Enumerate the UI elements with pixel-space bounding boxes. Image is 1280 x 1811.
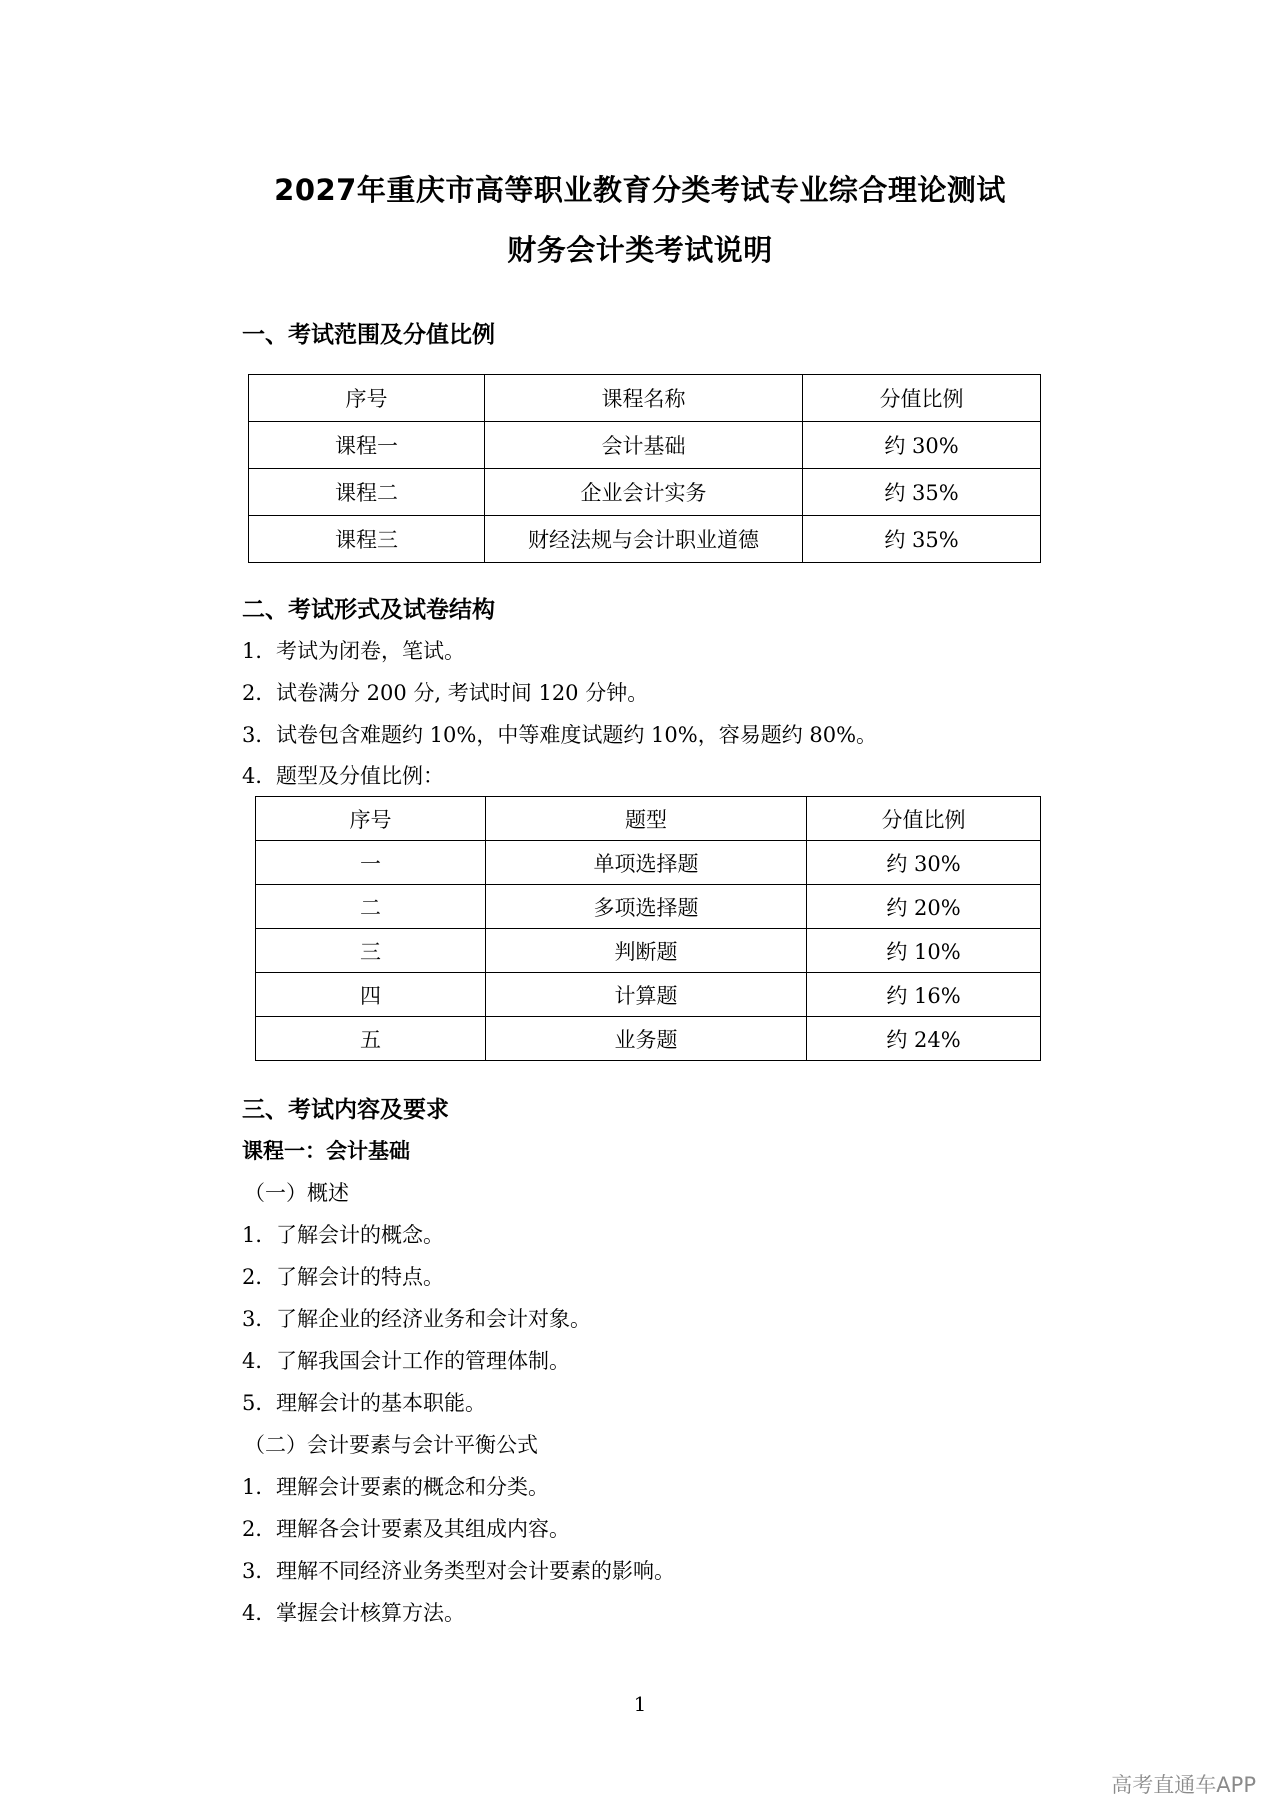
table-cell: 约 10%	[807, 929, 1041, 973]
table-row	[249, 516, 1041, 563]
watermark-text: 高考直通车APP	[1111, 1773, 1256, 1797]
table-cell: 五	[256, 1017, 486, 1061]
table-cell: 三	[256, 929, 486, 973]
list-item: 1．考试为闭卷，笔试。	[242, 639, 465, 663]
table-cell: 财经法规与会计职业道德	[485, 516, 803, 563]
table-cell: 业务题	[486, 1017, 807, 1061]
course-heading: 课程一：会计基础	[242, 1139, 410, 1163]
document-title: 2027年重庆市高等职业教育分类考试专业综合理论测试	[274, 173, 1006, 207]
table-row	[256, 841, 1041, 885]
table-cell: 约 20%	[807, 885, 1041, 929]
table-row	[249, 469, 1041, 516]
list-item: 3．理解不同经济业务类型对会计要素的影响。	[242, 1559, 675, 1583]
list-item: 1．理解会计要素的概念和分类。	[242, 1475, 549, 1499]
table-header-row	[249, 375, 1041, 422]
subsection-heading: （二）会计要素与会计平衡公式	[244, 1433, 538, 1457]
table-row	[256, 929, 1041, 973]
table-row	[249, 422, 1041, 469]
subsection-heading: （一）概述	[244, 1181, 349, 1205]
list-item: 5．理解会计的基本职能。	[242, 1391, 486, 1415]
table-header-cell: 分值比例	[803, 375, 1041, 422]
list-item: 2．理解各会计要素及其组成内容。	[242, 1517, 570, 1541]
table-row	[256, 885, 1041, 929]
question-type-table	[255, 796, 1041, 1061]
table-cell: 约 35%	[803, 469, 1041, 516]
table-cell: 一	[256, 841, 486, 885]
table-cell: 课程一	[249, 422, 485, 469]
table-cell: 约 30%	[803, 422, 1041, 469]
table-cell: 单项选择题	[486, 841, 807, 885]
table-cell: 二	[256, 885, 486, 929]
table-header-cell: 序号	[249, 375, 485, 422]
document-subtitle: 财务会计类考试说明	[507, 233, 773, 267]
list-item: 4．题型及分值比例：	[242, 764, 444, 788]
table-cell: 课程二	[249, 469, 485, 516]
list-item: 2．了解会计的特点。	[242, 1265, 444, 1289]
table-cell: 约 24%	[807, 1017, 1041, 1061]
table-header-cell: 分值比例	[807, 797, 1041, 841]
section-heading-content: 三、考试内容及要求	[242, 1097, 449, 1123]
list-item: 3．了解企业的经济业务和会计对象。	[242, 1307, 591, 1331]
table-cell: 约 35%	[803, 516, 1041, 563]
list-item: 4．掌握会计核算方法。	[242, 1601, 465, 1625]
list-item: 1．了解会计的概念。	[242, 1223, 444, 1247]
list-item: 4．了解我国会计工作的管理体制。	[242, 1349, 570, 1373]
table-cell: 企业会计实务	[485, 469, 803, 516]
table-cell: 多项选择题	[486, 885, 807, 929]
table-cell: 计算题	[486, 973, 807, 1017]
list-item: 2．试卷满分 200 分, 考试时间 120 分钟。	[242, 681, 649, 705]
table-header-cell: 课程名称	[485, 375, 803, 422]
section-heading-format: 二、考试形式及试卷结构	[242, 597, 495, 623]
table-cell: 会计基础	[485, 422, 803, 469]
table-cell: 课程三	[249, 516, 485, 563]
course-weight-table	[248, 374, 1041, 563]
page-number: 1	[633, 1692, 647, 1716]
list-item: 3．试卷包含难题约 10%，中等难度试题约 10%，容易题约 80%。	[242, 723, 878, 747]
table-header-row	[256, 797, 1041, 841]
table-cell: 判断题	[486, 929, 807, 973]
section-heading-scope: 一、考试范围及分值比例	[242, 322, 495, 348]
table-cell: 约 30%	[807, 841, 1041, 885]
table-header-cell: 序号	[256, 797, 486, 841]
table-cell: 约 16%	[807, 973, 1041, 1017]
table-row	[256, 1017, 1041, 1061]
table-row	[256, 973, 1041, 1017]
table-cell: 四	[256, 973, 486, 1017]
table-header-cell: 题型	[486, 797, 807, 841]
